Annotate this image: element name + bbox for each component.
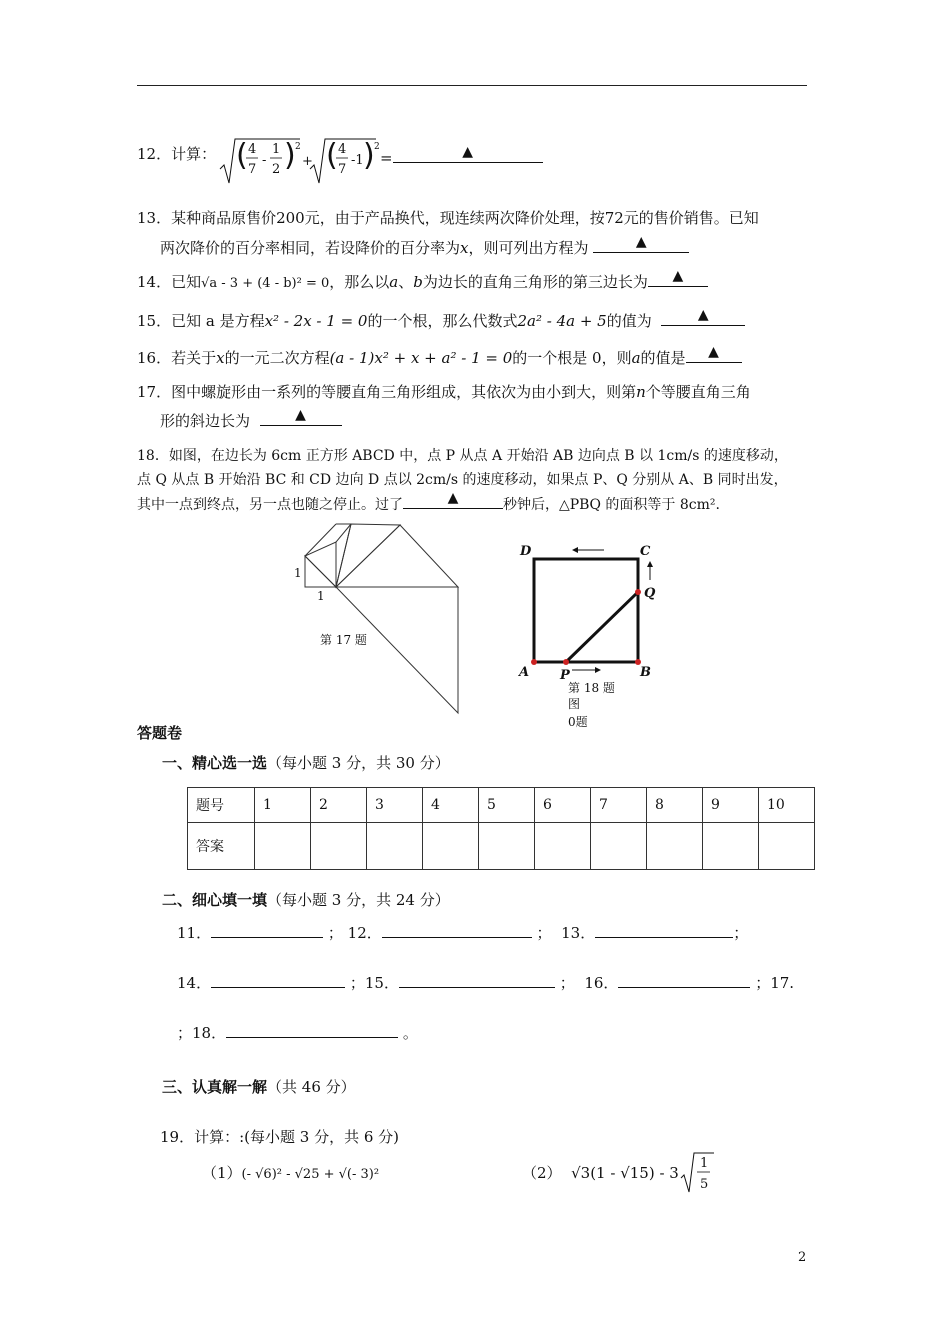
table-cell: 2 — [311, 788, 367, 823]
answer-blank-13[interactable] — [595, 923, 733, 938]
fig17-caption: 第 17 题 — [320, 633, 367, 647]
q19-expression-1: (- √6)² - √25 + √(- 3)² — [241, 1167, 380, 1182]
answer-cell[interactable] — [591, 823, 647, 870]
svg-text:): ) — [363, 138, 375, 173]
answer-cell[interactable] — [311, 823, 367, 870]
fig18-caption-2: 图 — [568, 697, 581, 711]
fill-row-2: 14． ；15． ； 16． ；17. — [177, 974, 795, 992]
svg-text:+: + — [302, 154, 313, 169]
q12-formula — [218, 135, 388, 187]
answer-blank[interactable] — [648, 268, 708, 287]
svg-text:1: 1 — [272, 142, 281, 157]
answer-cell[interactable] — [255, 823, 311, 870]
answer-cell[interactable] — [759, 823, 815, 870]
table-header-cell: 题号 — [188, 788, 255, 823]
question-16: 16．若关于x的一元二次方程(a - 1)x² + x + a² - 1 = 0的一个根是 0，则a的值是 ▲ — [137, 347, 742, 368]
answer-cell[interactable] — [367, 823, 423, 870]
answer-blank[interactable] — [593, 234, 689, 253]
question-13-line1: 13．某种商品原售价200元，由于产品换代，现连续两次降价处理，按72元的售价销售。已知 — [137, 209, 759, 227]
table-cell: 4 — [423, 788, 479, 823]
fig17-label-side: 1 — [294, 566, 302, 580]
table-row — [188, 788, 815, 823]
question-18-line1: 18．如图，在边长为 6cm 正方形 ABCD 中，点 P 从点 A 开始沿 AB 边向点 B 以 1cm/s 的速度移动， — [137, 448, 788, 464]
question-18-line2: 点 Q 从点 B 开始沿 BC 和 CD 边向 D 点以 2cm/s 的速度移动，如果点 P、Q 分别从 A、B 同时出发， — [137, 472, 788, 488]
answer-cell[interactable] — [703, 823, 759, 870]
triangle-icon: ▲ — [672, 268, 684, 284]
fig18-caption-3: 0题 — [568, 715, 588, 729]
svg-text:4: 4 — [338, 142, 347, 157]
answer-blank-14[interactable] — [211, 973, 345, 988]
fig18-caption: 第 18 题 — [568, 681, 615, 695]
question-19-part-2: （2） √3(1 - √15) - 3 — [522, 1164, 679, 1182]
q12-answer: = ▲ — [380, 148, 543, 167]
q19-sqrt-fraction — [680, 1150, 716, 1196]
table-cell: 8 — [647, 788, 703, 823]
q16-equation: (a - 1)x² + x + a² - 1 = 0 — [329, 349, 513, 367]
question-17-line2: 形的斜边长为 ▲ — [160, 410, 342, 431]
answer-cell[interactable] — [423, 823, 479, 870]
table-cell: 5 — [479, 788, 535, 823]
section-3-heading: 三、认真解一解（共 46 分） — [162, 1078, 356, 1096]
answer-sheet-title: 答题卷 — [137, 724, 183, 742]
svg-text:7: 7 — [338, 162, 347, 177]
triangle-icon: ▲ — [447, 490, 459, 506]
svg-text:): ) — [284, 138, 296, 173]
q15-expression: 2a² - 4a + 5 — [517, 312, 607, 330]
question-15: 15．已知 a 是方程x² - 2x - 1 = 0的一个根，那么代数式2a² - 4a + 5的值为 ▲ — [137, 310, 745, 331]
svg-text:-: - — [262, 153, 267, 168]
answer-blank-15[interactable] — [399, 973, 555, 988]
answer-blank-11[interactable] — [211, 923, 323, 938]
fig18-label-P: P — [560, 668, 570, 683]
triangle-icon: ▲ — [295, 407, 306, 423]
question-18-line3: 其中一点到终点，另一点也随之停止。过了 ▲ 秒钟后，△PBQ 的面积等于 8cm². — [137, 490, 720, 513]
fig17-label-base: 1 — [317, 589, 325, 603]
answer-cell[interactable] — [535, 823, 591, 870]
answer-cell[interactable] — [479, 823, 535, 870]
answer-blank[interactable] — [393, 144, 543, 163]
fill-row-1: 11． ； 12． ； 13． ； — [177, 924, 749, 942]
triangle-icon: ▲ — [708, 344, 719, 360]
svg-text:(: ( — [326, 138, 338, 173]
question-19-part-1: （1）(- √6)² - √25 + √(- 3)² — [202, 1164, 380, 1182]
fig18-label-Q: Q — [644, 586, 656, 601]
figure-17-spiral — [290, 520, 470, 720]
triangle-icon: ▲ — [462, 144, 473, 160]
fig18-label-B: B — [640, 665, 651, 680]
svg-text:2: 2 — [295, 142, 301, 152]
header-rule — [137, 85, 807, 86]
answer-blank[interactable] — [403, 490, 503, 509]
fill-row-3: ；18． 。 — [177, 1024, 418, 1042]
answer-table — [187, 787, 815, 870]
fig18-label-C: C — [640, 544, 651, 559]
question-19-title: 19．计算：:(每小题 3 分，共 6 分) — [160, 1128, 400, 1146]
triangle-icon: ▲ — [697, 307, 709, 323]
question-14: 14．已知√a - 3 + (4 - b)² = 0，那么以a、b为边长的直角三角形的第三边长为 ▲ — [137, 271, 708, 292]
section-2-heading: 二、细心填一填（每小题 3 分，共 24 分） — [162, 891, 450, 909]
page-number: 2 — [798, 1250, 807, 1265]
answer-cell[interactable] — [647, 823, 703, 870]
answer-blank-16[interactable] — [618, 973, 750, 988]
q14-equation: √a - 3 + (4 - b)² = 0 — [201, 276, 330, 291]
svg-text:7: 7 — [248, 162, 257, 177]
table-cell: 10 — [759, 788, 815, 823]
svg-text:-1: -1 — [351, 153, 364, 168]
answer-blank-12[interactable] — [382, 923, 532, 938]
svg-text:1: 1 — [700, 1156, 709, 1171]
table-row — [188, 823, 815, 870]
q15-equation: x² - 2x - 1 = 0 — [264, 312, 368, 330]
answer-blank[interactable] — [686, 344, 742, 363]
answer-blank[interactable] — [260, 407, 342, 426]
triangle-icon: ▲ — [635, 234, 647, 250]
question-17-line1: 17．图中螺旋形由一系列的等腰直角三角形组成，其依次为由小到大，则第n个等腰直角三角 — [137, 383, 751, 401]
table-cell: 1 — [255, 788, 311, 823]
answer-blank[interactable] — [661, 307, 745, 326]
svg-text:(: ( — [236, 138, 248, 173]
question-13-line2: 两次降价的百分率相同，若设降价的百分率为x，则可列出方程为 ▲ — [160, 237, 689, 258]
table-cell: 6 — [535, 788, 591, 823]
section-1-heading: 一、精心选一选（每小题 3 分，共 30 分） — [162, 754, 450, 772]
table-header-cell: 答案 — [188, 823, 255, 870]
svg-text:4: 4 — [248, 142, 257, 157]
table-cell: 9 — [703, 788, 759, 823]
table-cell: 3 — [367, 788, 423, 823]
answer-blank-18[interactable] — [226, 1023, 398, 1038]
table-cell: 7 — [591, 788, 647, 823]
q19-expression-2: √3(1 - √15) - 3 — [571, 1164, 679, 1182]
figure-18-square — [512, 540, 672, 740]
svg-text:5: 5 — [700, 1177, 709, 1192]
question-12: 12．计算： — [137, 145, 217, 163]
fig18-label-A: A — [519, 665, 530, 680]
svg-text:2: 2 — [272, 162, 281, 177]
svg-text:2: 2 — [374, 142, 380, 152]
fig18-label-D: D — [520, 544, 532, 559]
